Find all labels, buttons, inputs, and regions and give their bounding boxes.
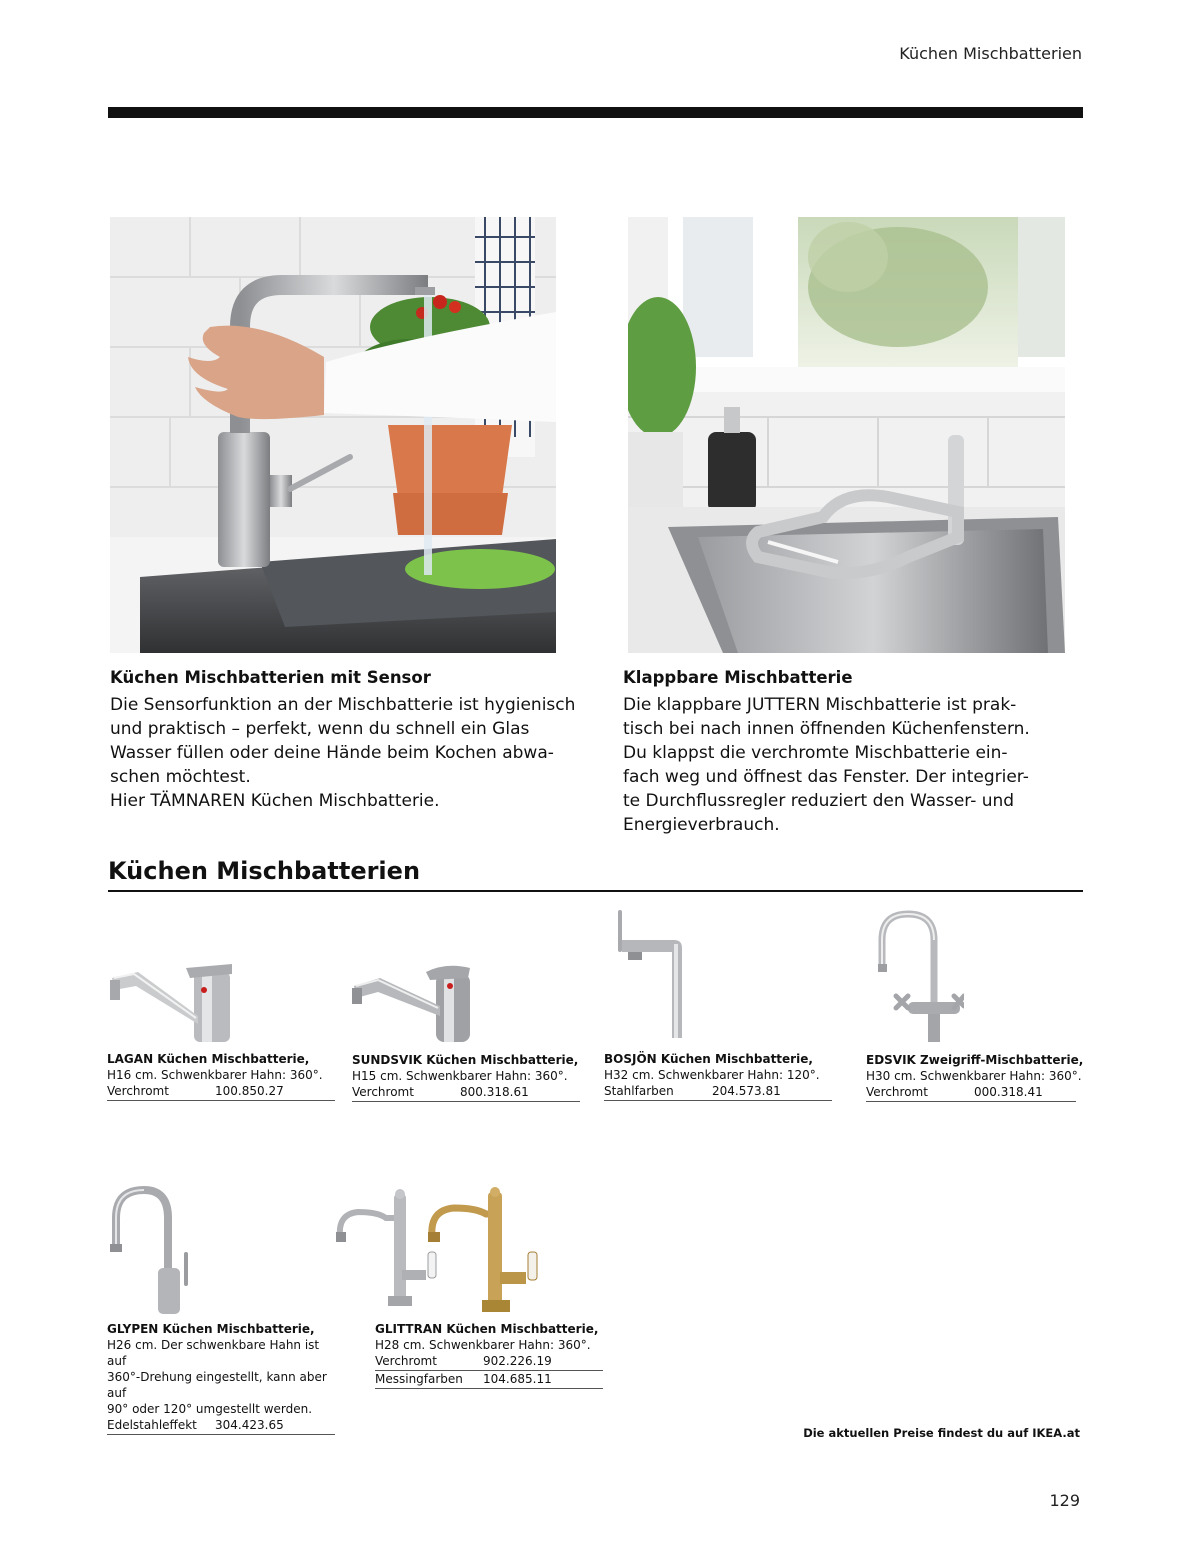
product-name: [375, 1321, 603, 1337]
variant-color: Verchromt: [375, 1354, 437, 1368]
variant-row: [866, 1084, 1076, 1102]
glypen-tap-image: [106, 1184, 198, 1316]
feature-line: schen möchtest.: [110, 767, 251, 787]
variant-color: Verchromt: [352, 1085, 414, 1099]
variant-article: 304.423.65: [215, 1418, 284, 1432]
lagan-tap-image: [106, 964, 234, 1044]
variant-row: [604, 1083, 832, 1101]
variant-article: 800.318.61: [460, 1085, 529, 1099]
feature-line: und praktisch – perfekt, wenn du schnell ein Glas: [110, 719, 530, 739]
feature-line: fach weg und öffnest das Fenster. Der integrier-: [623, 767, 1029, 787]
product-desc-line: 360°-Drehung eingestellt, kann aber auf: [107, 1370, 327, 1400]
product-name-rest: Küchen Mischbatterie,: [158, 1322, 315, 1336]
product-glittran: [375, 1321, 603, 1389]
feature-line: Die Sensorfunktion an der Mischbatterie ist hygienisch: [110, 695, 576, 715]
top-divider: [108, 107, 1083, 118]
feature-line: Wasser füllen oder deine Hände beim Kochen abwa-: [110, 743, 554, 763]
product-desc-line: 90° oder 120° umgestellt werden.: [107, 1402, 313, 1416]
product-name-caps: GLYPEN: [107, 1322, 159, 1336]
variant-row: [107, 1417, 335, 1435]
product-name: [604, 1051, 832, 1067]
feature-title: Küchen Mischbatterien mit Sensor: [110, 668, 431, 687]
product-name-rest: Zweigriff-Mischbatterie,: [915, 1053, 1084, 1067]
feature-line: Du klappst die verchromte Mischbatterie ein-: [623, 743, 1008, 763]
variant-article: 000.318.41: [974, 1085, 1043, 1099]
feature-title: Klappbare Mischbatterie: [623, 668, 853, 687]
product-name: [866, 1052, 1094, 1068]
feature-line: te Durchflussregler reduziert den Wasser- und: [623, 791, 1015, 811]
product-name-caps: GLITTRAN: [375, 1322, 443, 1336]
product-desc: H28 cm. Schwenkbarer Hahn: 360°.: [375, 1338, 591, 1352]
feature-sensor: [110, 668, 580, 813]
product-sundsvik: [352, 1052, 580, 1102]
variant-row: [375, 1353, 603, 1371]
product-name-caps: LAGAN: [107, 1052, 154, 1066]
feature-folding: [623, 668, 1093, 837]
feature-body: [110, 693, 580, 813]
variant-color: Verchromt: [866, 1085, 928, 1099]
variant-article: 902.226.19: [483, 1354, 552, 1368]
product-glypen: [107, 1321, 335, 1435]
section-divider: [108, 890, 1083, 892]
product-name: [107, 1051, 335, 1067]
page-number: 129: [1049, 1491, 1080, 1510]
product-desc-line: H26 cm. Der schwenkbare Hahn ist auf: [107, 1338, 320, 1368]
variant-row: [352, 1084, 580, 1102]
product-desc: H32 cm. Schwenkbarer Hahn: 120°.: [604, 1068, 820, 1082]
feature-line: Energieverbrauch.: [623, 815, 780, 835]
product-name-rest: Küchen Mischbatterie,: [656, 1052, 813, 1066]
product-lagan: [107, 1051, 335, 1101]
sundsvik-tap-image: [350, 962, 474, 1044]
variant-article: 100.850.27: [215, 1084, 284, 1098]
product-desc: H16 cm. Schwenkbarer Hahn: 360°.: [107, 1068, 323, 1082]
bosjon-tap-image: [612, 910, 692, 1040]
sensor-tap-photo: [110, 217, 556, 653]
product-desc: H15 cm. Schwenkbarer Hahn: 360°.: [352, 1069, 568, 1083]
product-edsvik: [866, 1052, 1094, 1102]
product-name: [107, 1321, 335, 1337]
product-name: [352, 1052, 580, 1068]
feature-line: Hier TÄMNAREN Küchen Mischbatterie.: [110, 791, 440, 811]
product-name-caps: SUNDSVIK: [352, 1053, 423, 1067]
section-title: Küchen Mischbatterien: [108, 857, 421, 885]
variant-article: 204.573.81: [712, 1084, 781, 1098]
feature-line: Die klappbare JUTTERN Mischbatterie ist prak-: [623, 695, 1017, 715]
glittran-brass-tap-image: [426, 1186, 548, 1314]
variant-color: Stahlfarben: [604, 1084, 674, 1098]
product-name-rest: Küchen Mischbatterie,: [153, 1052, 310, 1066]
variant-row: [375, 1371, 603, 1389]
feature-body: [623, 693, 1093, 837]
product-name-rest: Küchen Mischbatterie,: [422, 1053, 579, 1067]
variant-row: [107, 1083, 335, 1101]
variant-color: Edelstahleffekt: [107, 1418, 197, 1432]
price-note: Die aktuellen Preise findest du auf IKEA.at: [803, 1426, 1080, 1440]
product-desc: H30 cm. Schwenkbarer Hahn: 360°.: [866, 1069, 1082, 1083]
running-title: Küchen Mischbatterien: [899, 44, 1082, 63]
product-name-caps: BOSJÖN: [604, 1052, 657, 1066]
product-name-rest: Küchen Mischbatterie,: [442, 1322, 599, 1336]
variant-color: Verchromt: [107, 1084, 169, 1098]
feature-line: tisch bei nach innen öffnenden Küchenfenstern.: [623, 719, 1030, 739]
product-bosjon: [604, 1051, 832, 1101]
folding-tap-photo: [628, 217, 1065, 653]
product-name-caps: EDSVIK: [866, 1053, 916, 1067]
edsvik-tap-image: [874, 910, 964, 1044]
variant-color: Messingfarben: [375, 1372, 463, 1386]
variant-article: 104.685.11: [483, 1372, 552, 1386]
